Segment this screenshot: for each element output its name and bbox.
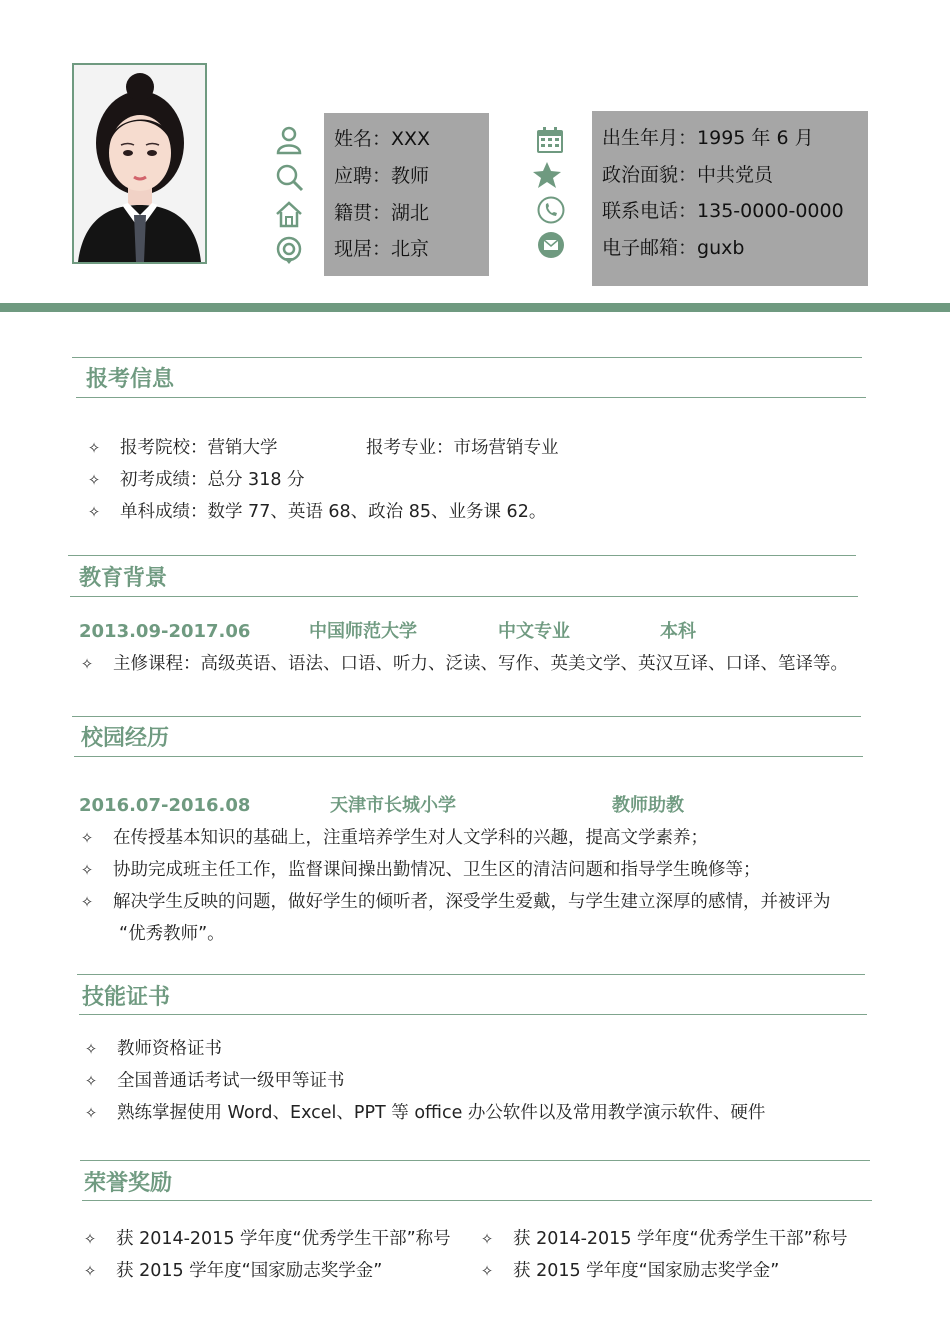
header-divider-band bbox=[0, 303, 950, 312]
basic-info-panel bbox=[324, 113, 489, 276]
location-icon bbox=[274, 235, 304, 265]
honor-item: ✧ 获 2015 学年度“国家励志奖学金” bbox=[83, 1261, 383, 1281]
section-rule-bottom bbox=[74, 756, 863, 757]
home-icon bbox=[274, 199, 304, 229]
bullet-icon: ✧ bbox=[87, 471, 101, 489]
campus-role: 教师助教 bbox=[612, 795, 684, 816]
education-degree: 本科 bbox=[660, 621, 696, 642]
bullet-icon: ✧ bbox=[80, 893, 94, 911]
political-status-field: 政治面貌：中共党员 bbox=[602, 164, 774, 186]
name-field: 姓名：XXX bbox=[334, 128, 431, 150]
email-field: 电子邮箱：guxb bbox=[602, 237, 745, 259]
residence-field: 现居：北京 bbox=[334, 238, 430, 260]
section-rule-bottom bbox=[76, 397, 866, 398]
mail-icon bbox=[536, 230, 566, 260]
bullet-icon: ✧ bbox=[80, 861, 94, 879]
skill-item: ✧ 熟练掌握使用 Word、Excel、PPT 等 office 办公软件以及常用教学演示软件、硬件 bbox=[84, 1103, 766, 1123]
bullet-icon: ✧ bbox=[480, 1230, 494, 1248]
bullet-icon: ✧ bbox=[480, 1262, 494, 1280]
phone-icon bbox=[536, 195, 566, 225]
skill-item: ✧ 全国普通话考试一级甲等证书 bbox=[84, 1071, 345, 1091]
exam-subject-score-item: ✧ 单科成绩：数学 77、英语 68、政治 85、业务课 62。 bbox=[87, 502, 547, 522]
campus-item: ✧ 在传授基本知识的基础上，注重培养学生对人文学科的兴趣，提高文学素养； bbox=[80, 828, 708, 848]
bullet-icon: ✧ bbox=[83, 1262, 97, 1280]
campus-item-continuation: “优秀教师”。 bbox=[119, 924, 225, 944]
bullet-icon: ✧ bbox=[87, 503, 101, 521]
person-icon bbox=[274, 125, 304, 155]
bullet-icon: ✧ bbox=[80, 829, 94, 847]
section-rule-top bbox=[68, 555, 856, 556]
section-rule-bottom bbox=[82, 1200, 872, 1201]
section-rule-top bbox=[72, 357, 862, 358]
profile-photo bbox=[72, 63, 207, 264]
bullet-icon: ✧ bbox=[87, 439, 101, 457]
birth-field: 出生年月：1995 年 6 月 bbox=[602, 127, 814, 149]
contact-info-panel bbox=[592, 111, 868, 286]
hometown-field: 籍贯：湖北 bbox=[334, 202, 430, 224]
honor-item: ✧ 获 2014-2015 学年度“优秀学生干部”称号 bbox=[83, 1229, 451, 1249]
phone-field: 联系电话：135-0000-0000 bbox=[602, 200, 844, 222]
section-rule-bottom bbox=[70, 596, 858, 597]
education-school: 中国师范大学 bbox=[309, 621, 417, 642]
exam-major-item: 报考专业：市场营销专业 bbox=[366, 438, 559, 458]
exam-school-item: ✧ 报考院校：营销大学 bbox=[87, 438, 278, 458]
position-field: 应聘：教师 bbox=[334, 165, 430, 187]
campus-item: ✧ 协助完成班主任工作，监督课间操出勤情况、卫生区的清洁问题和指导学生晚修等； bbox=[80, 860, 761, 880]
search-icon bbox=[274, 162, 304, 192]
section-title-exam: 报考信息 bbox=[86, 367, 175, 392]
calendar-icon bbox=[535, 125, 565, 155]
honor-item: ✧ 获 2015 学年度“国家励志奖学金” bbox=[480, 1261, 780, 1281]
bullet-icon: ✧ bbox=[83, 1230, 97, 1248]
section-rule-top bbox=[77, 974, 865, 975]
section-rule-bottom bbox=[79, 1014, 867, 1015]
education-courses-item: ✧ 主修课程：高级英语、语法、口语、听力、泛读、写作、英美文学、英汉互译、口译、笔译等。 bbox=[80, 654, 848, 674]
honor-item: ✧ 获 2014-2015 学年度“优秀学生干部”称号 bbox=[480, 1229, 848, 1249]
section-title-campus: 校园经历 bbox=[81, 726, 170, 751]
education-period: 2013.09-2017.06 bbox=[79, 621, 251, 642]
star-icon bbox=[532, 160, 562, 190]
section-title-education: 教育背景 bbox=[79, 566, 168, 591]
section-rule-top bbox=[72, 716, 861, 717]
section-title-skills: 技能证书 bbox=[82, 985, 171, 1010]
skill-item: ✧ 教师资格证书 bbox=[84, 1039, 222, 1059]
bullet-icon: ✧ bbox=[80, 655, 94, 673]
bullet-icon: ✧ bbox=[84, 1040, 98, 1058]
bullet-icon: ✧ bbox=[84, 1072, 98, 1090]
section-rule-top bbox=[80, 1160, 870, 1161]
bullet-icon: ✧ bbox=[84, 1104, 98, 1122]
exam-score-item: ✧ 初考成绩：总分 318 分 bbox=[87, 470, 305, 490]
campus-organization: 天津市长城小学 bbox=[330, 795, 456, 816]
campus-item: ✧ 解决学生反映的问题，做好学生的倾听者，深受学生爱戴，与学生建立深厚的感情，并被评为 bbox=[80, 892, 831, 912]
section-title-honors: 荣誉奖励 bbox=[84, 1171, 173, 1196]
education-major: 中文专业 bbox=[498, 621, 570, 642]
campus-period: 2016.07-2016.08 bbox=[79, 795, 251, 816]
